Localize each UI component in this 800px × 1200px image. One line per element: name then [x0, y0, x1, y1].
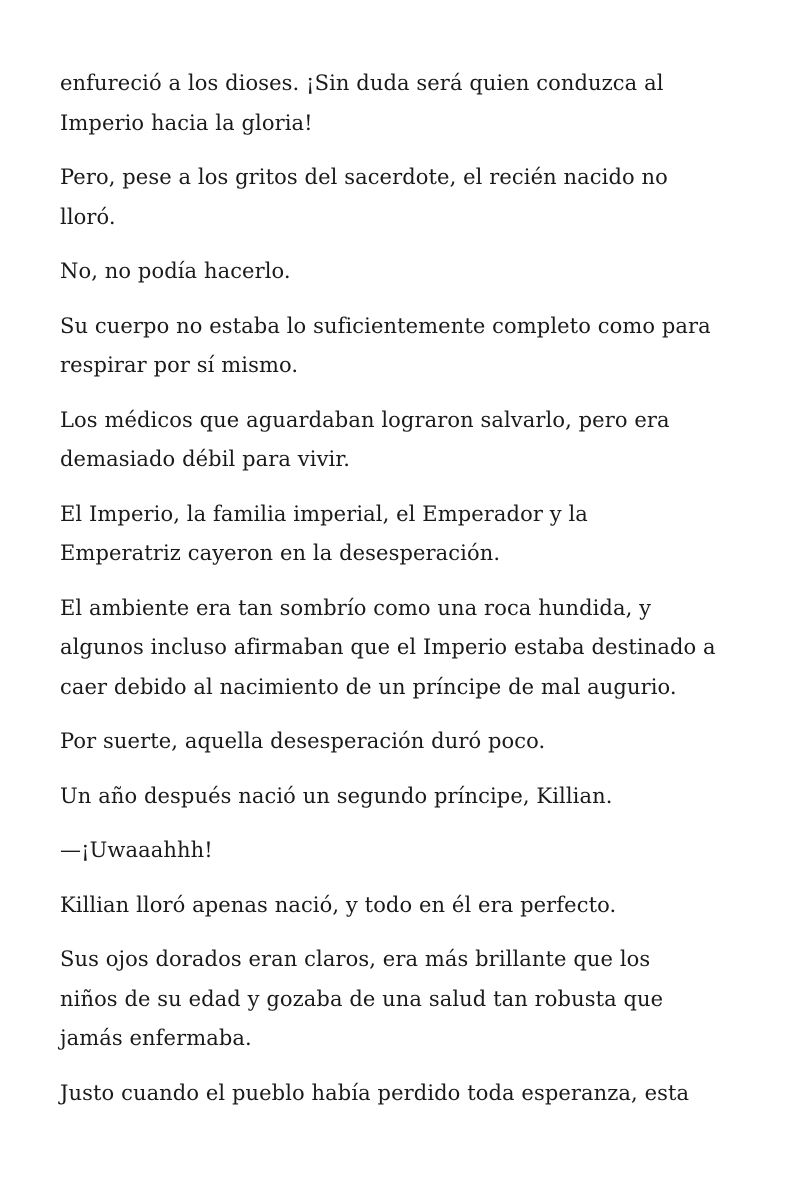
text-line: caer debido al nacimiento de un príncipe de mal augurio.	[60, 674, 677, 699]
text-line: Un año después nació un segundo príncipe, Killian.	[60, 783, 613, 808]
paragraph	[60, 777, 760, 817]
text-line: Pero, pese a los gritos del sacerdote, el recién nacido no	[60, 165, 668, 189]
paragraph	[60, 64, 760, 143]
paragraph	[60, 1074, 760, 1114]
text-line: demasiado débil para vivir.	[60, 447, 350, 471]
text-line: enfureció a los dioses. ¡Sin duda será quien conduzca al	[60, 71, 664, 95]
paragraph	[60, 722, 760, 762]
text-line: algunos incluso afirmaban que el Imperio estaba destinado a	[60, 635, 716, 659]
text-line: jamás enfermaba.	[60, 1026, 252, 1050]
text-line: Emperatriz cayeron en la desesperación.	[60, 541, 501, 565]
paragraph	[60, 401, 760, 480]
text-line: lloró.	[60, 204, 116, 229]
paragraph	[60, 158, 760, 237]
text-line: El Imperio, la familia imperial, el Emperador y la	[60, 501, 588, 526]
paragraph	[60, 495, 760, 574]
text-line: respirar por sí mismo.	[60, 353, 299, 377]
text-line: Sus ojos dorados eran claros, era más brillante que los	[60, 947, 651, 971]
text-line: —¡Uwaaahhh!	[60, 838, 213, 862]
document-page	[60, 64, 760, 1128]
paragraph	[60, 886, 760, 926]
paragraph	[60, 252, 760, 292]
text-line: Justo cuando el pueblo había perdido toda esperanza, esta	[60, 1080, 690, 1105]
text-line: Su cuerpo no estaba lo suficientemente completo como para	[60, 313, 711, 338]
text-line: Imperio hacia la gloria!	[60, 110, 313, 135]
text-line: El ambiente era tan sombrío como una roca hundida, y	[60, 595, 652, 620]
paragraph	[60, 307, 760, 386]
text-line: Por suerte, aquella desesperación duró poco.	[60, 729, 546, 753]
text-line: Killian lloró apenas nació, y todo en él era perfecto.	[60, 892, 617, 917]
text-line: niños de su edad y gozaba de una salud tan robusta que	[60, 986, 664, 1011]
text-line: No, no podía hacerlo.	[60, 259, 291, 283]
paragraph	[60, 589, 760, 708]
paragraph	[60, 831, 760, 871]
paragraph	[60, 940, 760, 1059]
text-line: Los médicos que aguardaban lograron salvarlo, pero era	[60, 407, 670, 432]
